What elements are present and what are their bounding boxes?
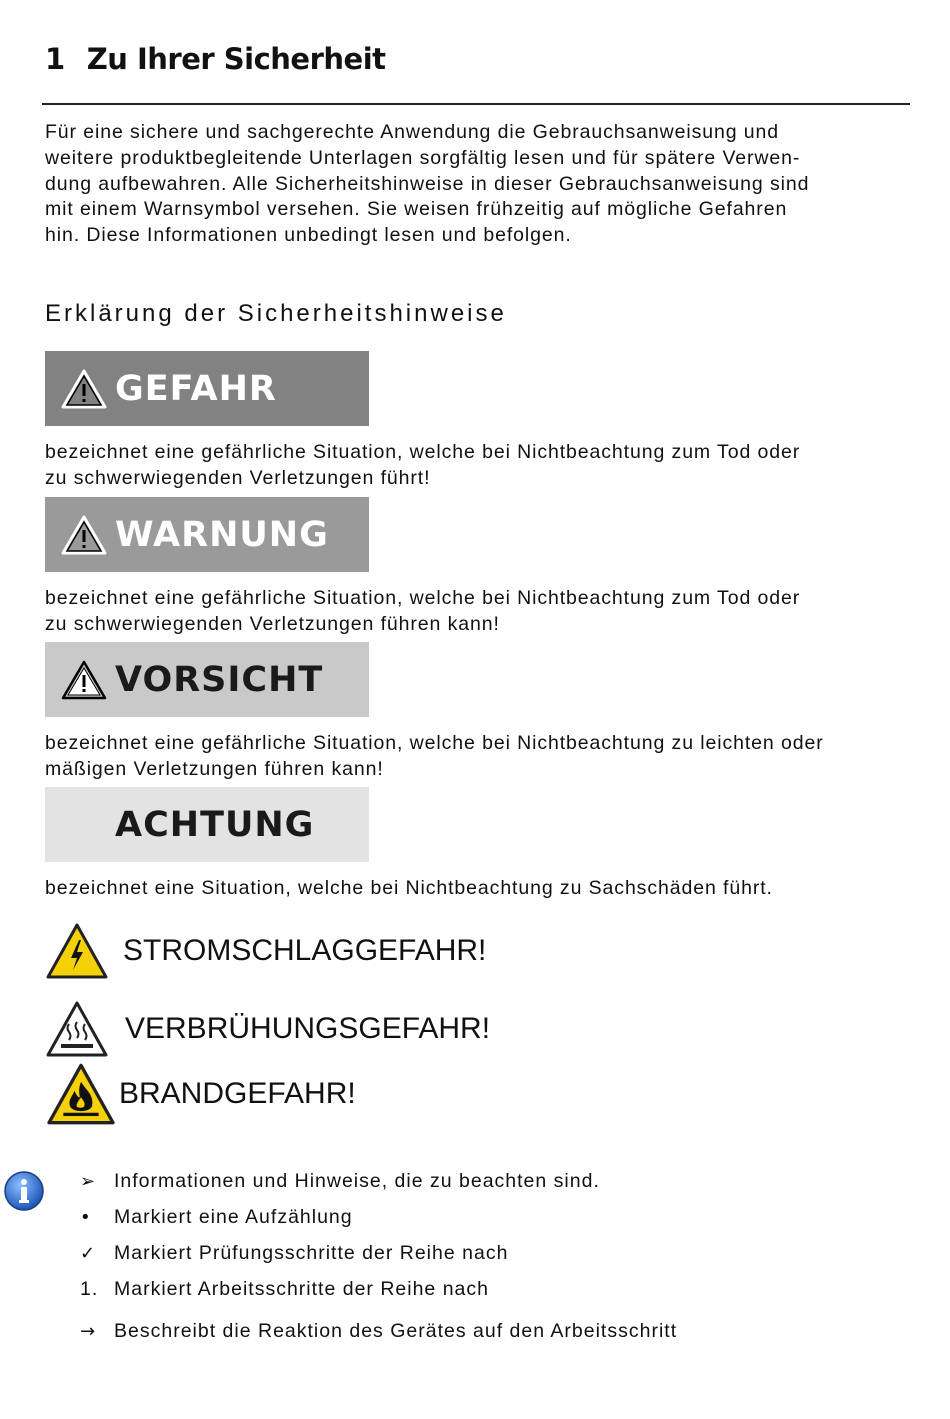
hazard-label: STROMSCHLAGGEFAHR! (123, 934, 487, 967)
intro-line: hin. Diese Informationen unbedingt lesen und befolgen. (45, 224, 572, 247)
description-line: bezeichnet eine Situation, welche bei Nichtbeachtung zu Sachschäden führt. (45, 877, 773, 899)
arrow-right-icon: → (80, 1321, 97, 1342)
legend-text: Markiert Arbeitsschritte der Reihe nach (114, 1278, 489, 1300)
intro-paragraph (45, 120, 905, 249)
signal-description (45, 586, 915, 638)
intro-line: mit einem Warnsymbol versehen. Sie weisen frühzeitig auf mögliche Gefahren (45, 198, 788, 221)
hazard-row-electric (45, 922, 486, 980)
warning-triangle-icon (61, 515, 107, 555)
intro-line: weitere produktbegleitende Unterlagen sorgfältig lesen und für spätere Verwen- (45, 146, 801, 169)
checkmark-icon: ✓ (80, 1243, 97, 1264)
explanation-heading: Erklärung der Sicherheitshinweise (45, 300, 507, 327)
warning-triangle-icon (61, 369, 107, 409)
legend-text: Beschreibt die Reaktion des Gerätes auf den Arbeitsschritt (114, 1320, 678, 1342)
signal-box-warnung (45, 497, 369, 572)
fire-icon (45, 1062, 117, 1126)
legend-row (80, 1242, 508, 1265)
description-line: zu schwerwiegenden Verletzungen führt! (45, 466, 431, 489)
bullet-icon: • (80, 1207, 92, 1228)
legend-text: Informationen und Hinweise, die zu beachten sind. (114, 1170, 600, 1192)
signal-description (45, 440, 915, 492)
info-icon (3, 1170, 45, 1212)
legend-row (80, 1278, 489, 1301)
signal-description (45, 731, 915, 783)
hazard-label: VERBRÜHUNGSGEFAHR! (125, 1012, 491, 1045)
signal-word: WARNUNG (115, 514, 329, 555)
arrowhead-bullet-icon: ➢ (80, 1171, 97, 1192)
legend-row (80, 1320, 677, 1343)
warning-triangle-icon (61, 660, 107, 700)
section-title: Zu Ihrer Sicherheit (86, 42, 386, 76)
description-line: zu schwerwiegenden Verletzungen führen kann! (45, 612, 500, 635)
intro-line: dung aufbewahren. Alle Sicherheitshinweise in dieser Gebrauchsanweisung sind (45, 172, 810, 195)
electric-shock-icon (45, 922, 109, 980)
page-title (45, 42, 386, 76)
intro-line: Für eine sichere und sachgerechte Anwendung die Gebrauchsanweisung und (45, 121, 780, 143)
hot-surface-icon (45, 1000, 109, 1058)
legend-row (80, 1170, 600, 1193)
title-divider (42, 103, 910, 105)
step-number: 1. (80, 1278, 99, 1300)
description-line: bezeichnet eine gefährliche Situation, welche bei Nichtbeachtung zu leichten oder (45, 732, 824, 754)
legend-text: Markiert Prüfungsschritte der Reihe nach (114, 1242, 509, 1264)
legend-text: Markiert eine Aufzählung (114, 1206, 353, 1228)
legend-row (80, 1206, 353, 1229)
description-line: bezeichnet eine gefährliche Situation, welche bei Nichtbeachtung zum Tod oder (45, 441, 801, 463)
signal-word: GEFAHR (115, 368, 277, 409)
hazard-label: BRANDGEFAHR! (119, 1077, 356, 1110)
hazard-row-scald (45, 1000, 490, 1058)
signal-box-gefahr (45, 351, 369, 426)
signal-word: VORSICHT (115, 659, 324, 700)
hazard-row-fire (45, 1062, 356, 1126)
description-line: mäßigen Verletzungen führen kann! (45, 757, 384, 780)
signal-description (45, 876, 915, 902)
description-line: bezeichnet eine gefährliche Situation, welche bei Nichtbeachtung zum Tod oder (45, 587, 801, 609)
signal-word: ACHTUNG (115, 804, 315, 845)
signal-box-achtung (45, 787, 369, 862)
section-number: 1 (45, 42, 65, 76)
signal-box-vorsicht (45, 642, 369, 717)
